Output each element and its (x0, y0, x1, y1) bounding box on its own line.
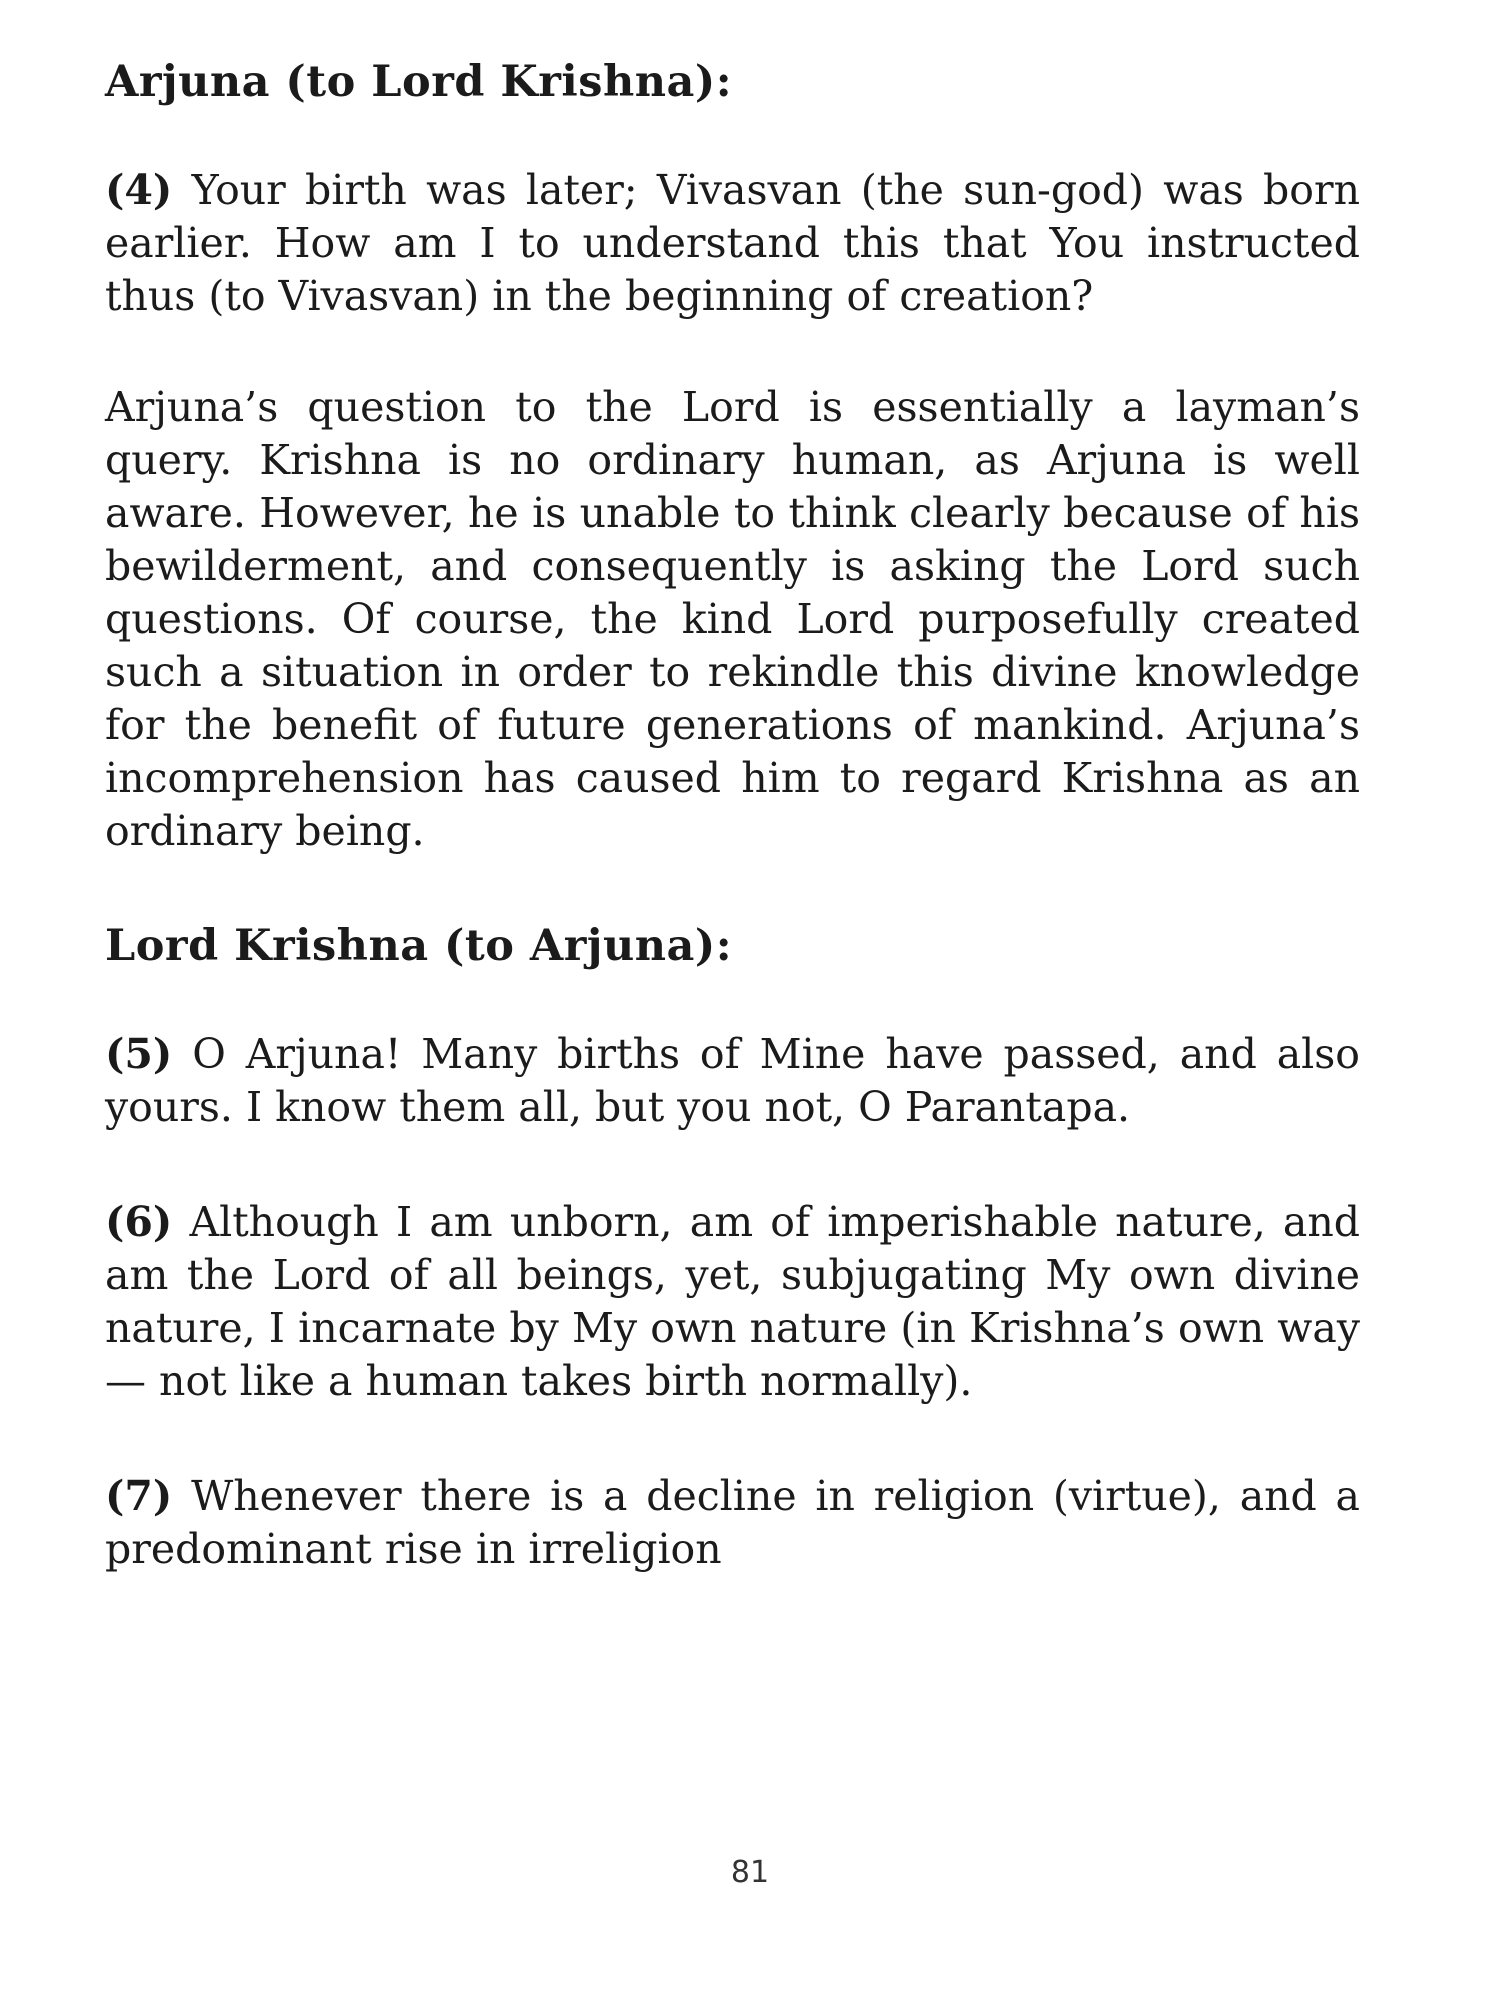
spacer (105, 323, 1360, 381)
verse-6 (105, 1196, 1360, 1408)
section-heading-arjuna: Arjuna (to Lord Krishna): (105, 57, 733, 107)
verse-7 (105, 1470, 1360, 1576)
verse-5 (105, 1028, 1360, 1134)
page-number: 81 (730, 1855, 770, 1890)
spacer (105, 1408, 1360, 1470)
verse-number: (6) (105, 1198, 173, 1246)
verse-text: Your birth was later; Vivasvan (the sun-god) was born earlier. How am I to understand this that You instructed thus (to Vivasvan) in the beginning of creation? (105, 166, 1360, 320)
document-page (105, 52, 1360, 1576)
verse-text: Whenever there is a decline in religion (virtue), and a predominant rise in irreligion (105, 1472, 1360, 1573)
verse-text: O Arjuna! Many births of Mine have passed, and also yours. I know them all, but you not, O Parantapa. (105, 1030, 1360, 1131)
verse-4 (105, 164, 1360, 323)
commentary-paragraph: Arjuna’s question to the Lord is essentially a layman’s query. Krishna is no ordinary human, as Arjuna is well aware. However, he is unable to think clearly because of his bewilderment, and consequently is asking the Lord such questions. Of course, the kind Lord purposefully created such a situation in order to rekindle this divine knowledge for the benefit of future generations of mankind. Arjuna’s incomprehension has caused him to regard Krishna as an ordinary being. (105, 383, 1360, 855)
verse-number: (4) (105, 166, 173, 214)
spacer (105, 1134, 1360, 1196)
spacer (105, 858, 1360, 916)
spacer (105, 112, 1360, 164)
verse-number: (7) (105, 1472, 173, 1520)
verse-number: (5) (105, 1030, 173, 1078)
section-heading-krishna: Lord Krishna (to Arjuna): (105, 921, 733, 971)
verse-text: Although I am unborn, am of imperishable nature, and am the Lord of all beings, yet, subjugating My own divine nature, I incarnate by My own nature (in Krishna’s own way — not like a human takes birth normally). (105, 1198, 1360, 1405)
spacer (105, 976, 1360, 1028)
